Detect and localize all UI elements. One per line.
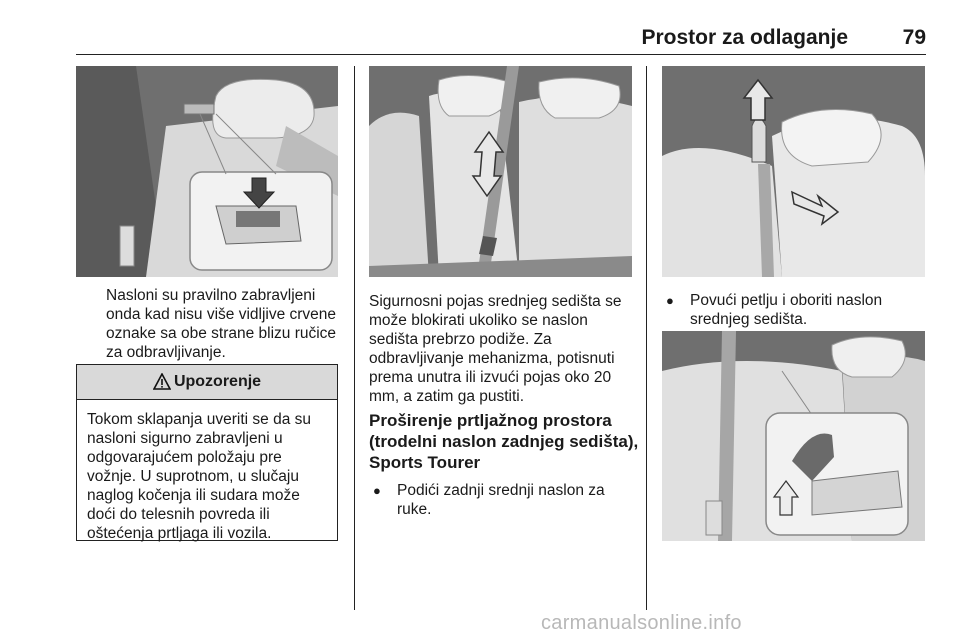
warning-title: Upozorenje xyxy=(173,373,262,390)
bullet-dot-icon: ● xyxy=(373,483,381,498)
seatbelt-release-photo xyxy=(369,66,632,277)
bullet-fold-seat xyxy=(664,291,926,329)
headrest-lock-photo xyxy=(76,66,338,277)
column-divider-1 xyxy=(354,66,355,610)
bullet-armrest xyxy=(371,481,633,519)
watermark: carmanualsonline.info xyxy=(541,612,742,634)
warning-triangle-icon xyxy=(153,373,171,391)
column-divider-2 xyxy=(646,66,647,610)
warning-text: Tokom sklapanja uveriti se da su nasloni sigurno zabravljeni u odgovarajućem položaju pre vožnje. U suprotnom, u slučaju naglog kočenja ili sudara može doći do telesnih povreda ili oštećenja prtljaga ili vozila. xyxy=(87,411,312,542)
armrest-photo xyxy=(662,331,925,541)
warning-box xyxy=(76,364,338,541)
seatbelt-paragraph: Sigurnosni pojas srednjeg sedišta se može blokirati ukoliko se naslon sedišta prebrzo podiže. Za odbravljivanje mehanizma, potisnuti prema unutra ili izvući pojas oko 20 mm, a zatim ga pustiti. xyxy=(369,293,622,405)
warning-header xyxy=(77,365,337,400)
bullet-armrest-text: Podići zadnji srednji naslon za ruke. xyxy=(397,482,605,518)
fold-seat-photo xyxy=(662,66,925,277)
section-heading: Proširenje prtljažnog prostora (trodelni naslon zadnjeg sedišta), Sports Tourer xyxy=(369,411,639,472)
bullet-fold-seat-text: Povući petlju i oboriti naslon srednjeg sedišta. xyxy=(690,292,883,328)
page-title: Prostor za odlaganje xyxy=(641,26,848,49)
header-rule xyxy=(76,54,926,55)
bullet-dot-icon: ● xyxy=(666,293,674,308)
page-number: 79 xyxy=(902,26,926,49)
headrest-lock-caption: Nasloni su pravilno zabravljeni onda kad nisu više vidljive crvene oznake sa obe strane blizu ručice za odbravljivanje. xyxy=(106,287,337,361)
